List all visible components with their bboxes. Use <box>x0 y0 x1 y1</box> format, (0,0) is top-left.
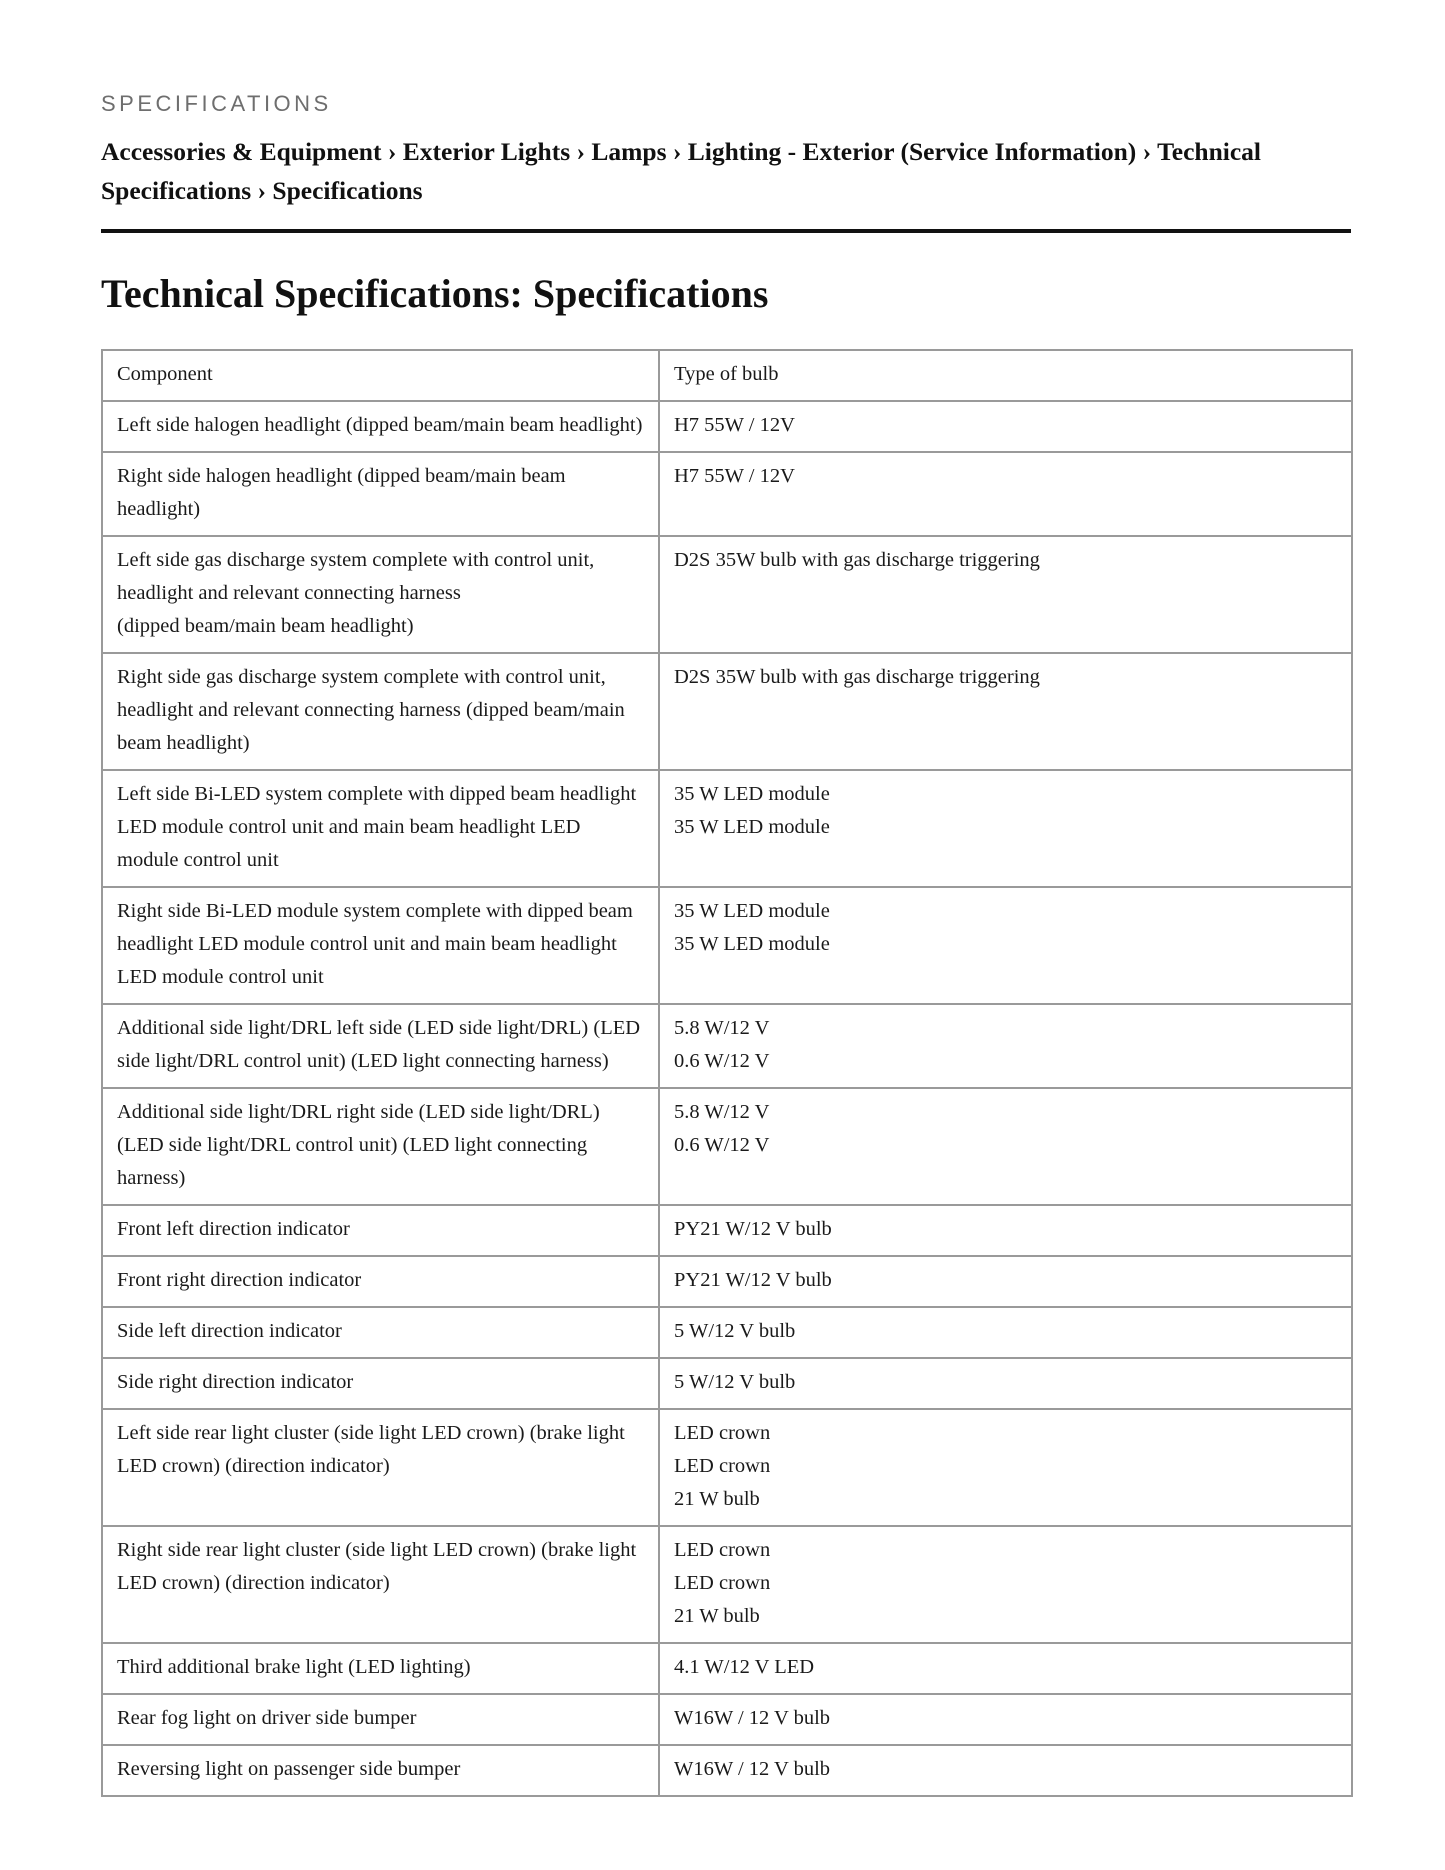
bulb-type-cell <box>659 1409 1352 1526</box>
bulb-type-value: W16W / 12 V bulb <box>674 1707 831 1729</box>
table-row <box>102 1409 1352 1526</box>
breadcrumb-item: Technical Specifications <box>101 137 1261 205</box>
specifications-table <box>101 349 1353 1797</box>
bulb-type-cell <box>659 1694 1352 1745</box>
table-row <box>102 401 1352 452</box>
bulb-type-value: LED crown <box>674 1455 771 1477</box>
bulb-type-value: D2S 35W bulb with gas discharge triggering <box>674 666 1040 688</box>
component-cell: Right side halogen headlight (dipped beam/main beam headlight) <box>102 452 659 536</box>
bulb-type-value: 4.1 W/12 V LED <box>674 1656 815 1678</box>
table-row <box>102 1256 1352 1307</box>
table-row <box>102 1358 1352 1409</box>
bulb-type-value: 5.8 W/12 V <box>674 1101 770 1123</box>
component-cell: Third additional brake light (LED lighting) <box>102 1643 659 1694</box>
bulb-type-value: 0.6 W/12 V <box>674 1134 770 1156</box>
bulb-type-cell <box>659 770 1352 887</box>
table-row <box>102 887 1352 1004</box>
breadcrumb-separator: › <box>257 176 267 205</box>
bulb-type-value: LED crown <box>674 1572 771 1594</box>
table-body <box>102 401 1352 1796</box>
table-row <box>102 770 1352 887</box>
column-header-component: Component <box>102 350 659 401</box>
table-row <box>102 1694 1352 1745</box>
bulb-type-value: 0.6 W/12 V <box>674 1050 770 1072</box>
breadcrumb-item: Exterior Lights <box>402 137 571 166</box>
table-row <box>102 452 1352 536</box>
table-row <box>102 1088 1352 1205</box>
component-cell: Left side gas discharge system complete with control unit, headlight and relevant connecting harness (dipped beam/main beam headlight) <box>102 536 659 653</box>
bulb-type-cell <box>659 1205 1352 1256</box>
component-cell: Front left direction indicator <box>102 1205 659 1256</box>
bulb-type-value: H7 55W / 12V <box>674 465 795 487</box>
breadcrumb-separator: › <box>672 137 682 166</box>
component-cell: Additional side light/DRL left side (LED side light/DRL) (LED side light/DRL control unit) (LED light connecting harness) <box>102 1004 659 1088</box>
breadcrumb-item: Lamps <box>591 137 667 166</box>
bulb-type-cell <box>659 401 1352 452</box>
component-cell: Right side gas discharge system complete with control unit, headlight and relevant connecting harness (dipped beam/main beam headlight) <box>102 653 659 770</box>
breadcrumb-item: Lighting - Exterior (Service Information) <box>687 137 1137 166</box>
bulb-type-cell <box>659 1307 1352 1358</box>
column-header-type-of-bulb: Type of bulb <box>659 350 1352 401</box>
breadcrumb-separator: › <box>1142 137 1152 166</box>
breadcrumb-separator: › <box>387 137 397 166</box>
component-cell: Reversing light on passenger side bumper <box>102 1745 659 1796</box>
table-row <box>102 1307 1352 1358</box>
breadcrumb-item: Specifications <box>272 176 423 205</box>
table-row <box>102 536 1352 653</box>
table-row <box>102 1745 1352 1796</box>
bulb-type-cell <box>659 1358 1352 1409</box>
bulb-type-value: PY21 W/12 V bulb <box>674 1218 832 1240</box>
breadcrumb-item: Accessories & Equipment <box>101 137 382 166</box>
bulb-type-value: 21 W bulb <box>674 1488 760 1510</box>
bulb-type-value: 5.8 W/12 V <box>674 1017 770 1039</box>
bulb-type-cell <box>659 1088 1352 1205</box>
component-cell: Right side Bi-LED module system complete with dipped beam headlight LED module control unit and main beam headlight LED module control unit <box>102 887 659 1004</box>
page-title: Technical Specifications: Specifications <box>101 271 769 316</box>
section-label: SPECIFICATIONS <box>101 91 332 116</box>
table-row <box>102 1004 1352 1088</box>
table-header-row <box>102 350 1352 401</box>
table-row <box>102 1526 1352 1643</box>
bulb-type-cell <box>659 1256 1352 1307</box>
bulb-type-value: D2S 35W bulb with gas discharge triggering <box>674 549 1040 571</box>
bulb-type-value: LED crown <box>674 1539 771 1561</box>
bulb-type-cell <box>659 452 1352 536</box>
bulb-type-value: PY21 W/12 V bulb <box>674 1269 832 1291</box>
component-cell: Front right direction indicator <box>102 1256 659 1307</box>
bulb-type-value: 5 W/12 V bulb <box>674 1371 796 1393</box>
bulb-type-cell <box>659 1004 1352 1088</box>
component-cell: Left side Bi-LED system complete with dipped beam headlight LED module control unit and main beam headlight LED module control unit <box>102 770 659 887</box>
component-cell: Side right direction indicator <box>102 1358 659 1409</box>
document-page <box>101 90 1351 1797</box>
component-cell: Right side rear light cluster (side light LED crown) (brake light LED crown) (direction indicator) <box>102 1526 659 1643</box>
bulb-type-value: LED crown <box>674 1422 771 1444</box>
bulb-type-value: H7 55W / 12V <box>674 414 795 436</box>
component-cell: Additional side light/DRL right side (LED side light/DRL) (LED side light/DRL control unit) (LED light connecting harness) <box>102 1088 659 1205</box>
table-row <box>102 1643 1352 1694</box>
bulb-type-cell <box>659 653 1352 770</box>
bulb-type-cell <box>659 887 1352 1004</box>
bulb-type-value: 35 W LED module <box>674 816 830 838</box>
bulb-type-cell <box>659 1526 1352 1643</box>
bulb-type-value: 21 W bulb <box>674 1605 760 1627</box>
bulb-type-value: 35 W LED module <box>674 900 830 922</box>
component-cell: Left side rear light cluster (side light LED crown) (brake light LED crown) (direction indicator) <box>102 1409 659 1526</box>
table-row <box>102 653 1352 770</box>
bulb-type-value: 35 W LED module <box>674 783 830 805</box>
bulb-type-value: 35 W LED module <box>674 933 830 955</box>
breadcrumb <box>101 132 1351 233</box>
component-cell: Rear fog light on driver side bumper <box>102 1694 659 1745</box>
bulb-type-cell <box>659 1745 1352 1796</box>
bulb-type-cell <box>659 536 1352 653</box>
bulb-type-value: W16W / 12 V bulb <box>674 1758 831 1780</box>
table-row <box>102 1205 1352 1256</box>
component-cell: Left side halogen headlight (dipped beam/main beam headlight) <box>102 401 659 452</box>
component-cell: Side left direction indicator <box>102 1307 659 1358</box>
breadcrumb-separator: › <box>576 137 586 166</box>
bulb-type-cell <box>659 1643 1352 1694</box>
bulb-type-value: 5 W/12 V bulb <box>674 1320 796 1342</box>
